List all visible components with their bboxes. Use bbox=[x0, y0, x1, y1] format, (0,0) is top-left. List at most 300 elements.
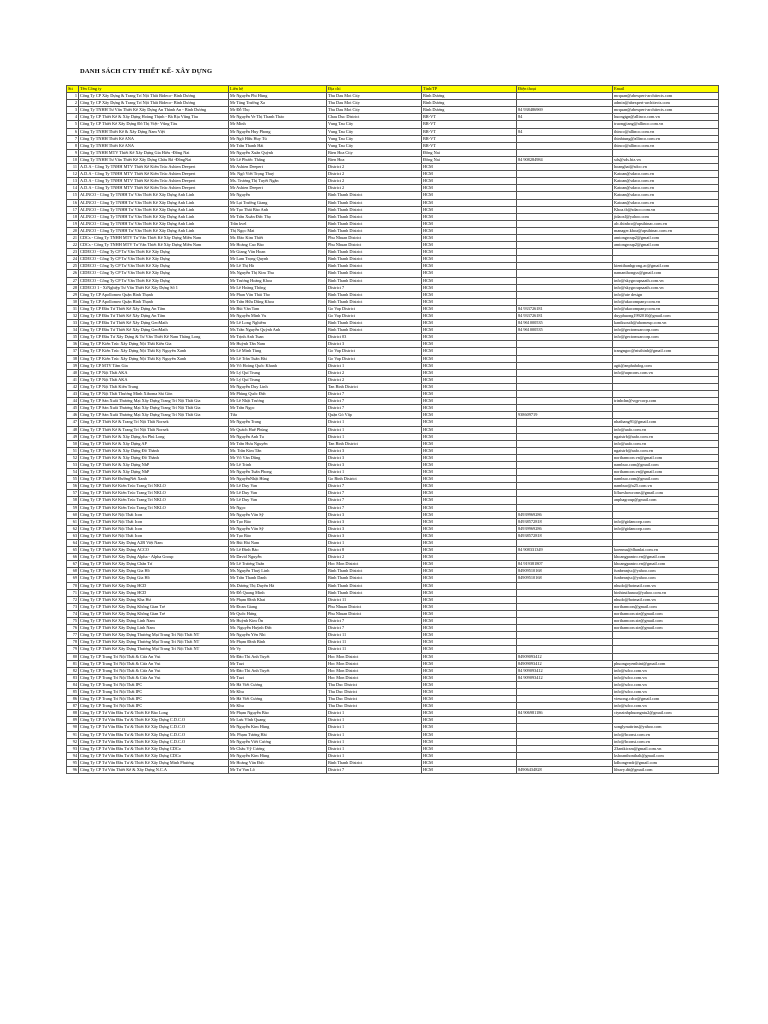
address-cell: District 2 bbox=[327, 178, 422, 185]
table-row bbox=[67, 660, 719, 667]
company-name-cell: Công Ty CP Thiết Kế & Xây Dựng Đô Thành bbox=[79, 454, 229, 461]
address-cell: Thu Duc District bbox=[327, 696, 422, 703]
stt-cell: 3 bbox=[67, 107, 79, 114]
province-cell: HCM bbox=[422, 653, 517, 660]
email-cell: kdhongvndr@gmail.com bbox=[613, 759, 719, 766]
province-cell: HCM bbox=[422, 618, 517, 625]
province-cell: HCM bbox=[422, 703, 517, 710]
address-cell: Binh Thanh District bbox=[327, 206, 422, 213]
table-row bbox=[67, 256, 719, 263]
phone-cell bbox=[517, 348, 613, 355]
phone-cell bbox=[517, 100, 613, 107]
address-cell: Vung Tau City bbox=[327, 128, 422, 135]
table-row bbox=[67, 270, 719, 277]
email-cell: info@sdco.com.vn bbox=[613, 674, 719, 681]
province-cell: HCM bbox=[422, 391, 517, 398]
province-cell: HCM bbox=[422, 234, 517, 241]
contact-cell: Mr Trần Ngọc bbox=[229, 405, 327, 412]
contact-cell: Mr Đoan Giang bbox=[229, 603, 327, 610]
province-cell: HCM bbox=[422, 582, 517, 589]
province-cell: HCM bbox=[422, 178, 517, 185]
contact-cell: Mr. Trần Kim Tân bbox=[229, 447, 327, 454]
stt-cell: 42 bbox=[67, 383, 79, 390]
company-name-cell: Công Ty CP Sản Xuất Thương Mại Xây Dựng Trang Trí Nội Thất Gia bbox=[79, 405, 229, 412]
address-cell: District 11 bbox=[327, 596, 422, 603]
contact-cell: Mr Phạm Nguyễn Bảo bbox=[229, 710, 327, 717]
phone-cell bbox=[517, 696, 613, 703]
company-name-cell: Công Ty CP Thiết Kế & Trang Trí Nội Thất Norsek bbox=[79, 426, 229, 433]
company-name-cell: CIDECO - Công Ty CP Tư Vấn Thiết Kế Xây Dựng bbox=[79, 263, 229, 270]
stt-cell: 82 bbox=[67, 667, 79, 674]
address-cell: Hoc Mon District bbox=[327, 667, 422, 674]
phone-cell bbox=[517, 618, 613, 625]
table-row bbox=[67, 596, 719, 603]
phone-cell bbox=[517, 291, 613, 298]
address-cell: Thu Dau Mot City bbox=[327, 107, 422, 114]
contact-cell: Mr Tuzi bbox=[229, 660, 327, 667]
contact-cell: Mr. Phạm Tương Hải bbox=[229, 731, 327, 738]
phone-cell bbox=[517, 490, 613, 497]
province-cell: HCM bbox=[422, 447, 517, 454]
company-name-cell: Công Ty CP Nội Thất AKA bbox=[79, 376, 229, 383]
phone-cell bbox=[517, 383, 613, 390]
email-cell bbox=[613, 376, 719, 383]
table-row bbox=[67, 667, 719, 674]
contact-cell: Mr Nguyễn Ve Thị Thanh Thảo bbox=[229, 114, 327, 121]
province-cell: HCM bbox=[422, 426, 517, 433]
stt-cell: 21 bbox=[67, 234, 79, 241]
phone-cell bbox=[517, 497, 613, 504]
stt-cell: 72 bbox=[67, 596, 79, 603]
phone-cell bbox=[517, 717, 613, 724]
address-cell: Binh Thanh District bbox=[327, 249, 422, 256]
contact-cell: Mr Phùng Quốc Đức bbox=[229, 391, 327, 398]
contact-cell: Mr Lê Thị Hà bbox=[229, 263, 327, 270]
contact-cell: Mr Nguyễn Yên Nhi bbox=[229, 632, 327, 639]
phone-cell bbox=[517, 447, 613, 454]
phone-cell bbox=[517, 355, 613, 362]
stt-cell: 35 bbox=[67, 334, 79, 341]
contact-cell: Mr Khu bbox=[229, 703, 327, 710]
table-row bbox=[67, 568, 719, 575]
province-cell: HCM bbox=[422, 405, 517, 412]
stt-cell: 94 bbox=[67, 752, 79, 759]
phone-cell: 84 909093412 bbox=[517, 667, 613, 674]
column-header: Tỉnh/TP bbox=[422, 86, 517, 93]
email-cell: info@hconst.com.vn bbox=[613, 738, 719, 745]
email-cell: info@hconst.com.vn bbox=[613, 731, 719, 738]
contact-cell: Ms. Trương Thị Tuyết Ngân bbox=[229, 178, 327, 185]
company-name-cell: A.D.A - Công Ty TNHH MTV Thiết Kế Kiến Trúc Ashien Deepert bbox=[79, 171, 229, 178]
address-cell: District 1 bbox=[327, 738, 422, 745]
phone-cell bbox=[517, 681, 613, 688]
province-cell: HCM bbox=[422, 490, 517, 497]
company-name-cell: ALINCO - Công Ty TNHH Tư Vấn Thiết Kế Xây Dựng Anh Linh bbox=[79, 199, 229, 206]
company-name-cell: Công Ty CP Thiết Kế Xây Dựng ACCO bbox=[79, 547, 229, 554]
company-name-cell: Công Ty CP Trang Trí Nội Thất & Cửa An Vui bbox=[79, 674, 229, 681]
table-row bbox=[67, 334, 719, 341]
email-cell: info@gectomsarcorp.com bbox=[613, 327, 719, 334]
email-cell: info@sdco.com.vn bbox=[613, 703, 719, 710]
stt-cell: 44 bbox=[67, 398, 79, 405]
company-name-cell: Công Ty CP Kiến Trúc Xây Dựng Nội Thất Kỳ Nguyên Xanh bbox=[79, 355, 229, 362]
email-cell: amtongroup2@gmail.com bbox=[613, 242, 719, 249]
company-table bbox=[66, 85, 719, 774]
address-cell: District 7 bbox=[327, 483, 422, 490]
address-cell: Vung Tau City bbox=[327, 142, 422, 149]
table-row bbox=[67, 121, 719, 128]
email-cell: vieuong.cdco@gmail.com bbox=[613, 696, 719, 703]
company-name-cell: Công Ty CP Thiết Kế Nội Thất Icon bbox=[79, 532, 229, 539]
province-cell: HCM bbox=[422, 646, 517, 653]
province-cell: HCM bbox=[422, 632, 517, 639]
table-row bbox=[67, 575, 719, 582]
table-row bbox=[67, 731, 719, 738]
company-name-cell: A.D.A - Công Ty TNHH MTV Thiết Kế Kiến Trúc Ashien Deepert bbox=[79, 178, 229, 185]
company-name-cell: CIDECO - Công Ty CP Tư Vấn Thiết Kế Xây Dựng bbox=[79, 270, 229, 277]
email-cell: ngaistrb@aafo.com.vn bbox=[613, 433, 719, 440]
contact-cell: Mr Nguyễn Viết Cương bbox=[229, 738, 327, 745]
email-cell: Katoan@sdaco.com.vn bbox=[613, 185, 719, 192]
company-name-cell: Công Ty CP Sản Xuất Thương Mại Xây Dựng Trang Trí Nội Thất Gia bbox=[79, 412, 229, 419]
province-cell: HCM bbox=[422, 568, 517, 575]
contact-cell: Mr Lưu Vĩnh Quang bbox=[229, 717, 327, 724]
contact-cell: Mr Tuzi bbox=[229, 674, 327, 681]
province-cell: HCM bbox=[422, 291, 517, 298]
address-cell: Tan Binh District bbox=[327, 440, 422, 447]
company-name-cell: Công Ty CP Thiết Kế Xây Dựng HCD bbox=[79, 582, 229, 589]
stt-cell: 9 bbox=[67, 149, 79, 156]
email-cell: info@skygroupsaath.com.vn bbox=[613, 277, 719, 284]
province-cell: HCM bbox=[422, 504, 517, 511]
company-name-cell: A.D.A - Công Ty TNHH MTV Thiết Kế Kiến Trúc Ashien Deepert bbox=[79, 164, 229, 171]
address-cell: District 7 bbox=[327, 625, 422, 632]
company-name-cell: Công Ty CP Apollomeo Quận Bình Thạnh bbox=[79, 291, 229, 298]
phone-cell bbox=[517, 426, 613, 433]
contact-cell: Mr Lê Duy Van bbox=[229, 497, 327, 504]
province-cell: BR-VT bbox=[422, 142, 517, 149]
table-row bbox=[67, 412, 719, 419]
province-cell: HCM bbox=[422, 540, 517, 547]
phone-cell bbox=[517, 632, 613, 639]
table-row bbox=[67, 135, 719, 142]
address-cell: Vung Tau City bbox=[327, 135, 422, 142]
company-name-cell: Công Ty CP Tư Vấn Đầu Tư & Thiết Kế Xây Dựng CDCo bbox=[79, 752, 229, 759]
province-cell: HCM bbox=[422, 433, 517, 440]
email-cell: lthuvy.dtt@gmail.com bbox=[613, 767, 719, 774]
table-row bbox=[67, 107, 719, 114]
company-name-cell: Công Ty CP Thiết Kế Xây Dựng Gia Hồ bbox=[79, 568, 229, 575]
address-cell: District 11 bbox=[327, 639, 422, 646]
contact-cell: Mr Bùi Hải Nam bbox=[229, 540, 327, 547]
contact-cell: Mr Minh bbox=[229, 121, 327, 128]
email-cell: northamcon.ste@gmail.com bbox=[613, 618, 719, 625]
address-cell: District 3 bbox=[327, 511, 422, 518]
company-name-cell: Công Ty TNHH Tư Vấn Thiết Kế Xây Dựng Châu Bá -ĐồngNai bbox=[79, 156, 229, 163]
email-cell: hoanghai@sdco.vn bbox=[613, 164, 719, 171]
address-cell: District 3 bbox=[327, 447, 422, 454]
address-cell: Hoc Mon District bbox=[327, 561, 422, 568]
contact-cell: Mr Huỳnh Kim Ôn bbox=[229, 618, 327, 625]
table-row bbox=[67, 192, 719, 199]
company-name-cell: ALINCO - Công Ty TNHH Tư Vấn Thiết Kế Xây Dựng Anh Linh bbox=[79, 192, 229, 199]
province-cell: HCM bbox=[422, 412, 517, 419]
email-cell bbox=[613, 391, 719, 398]
contact-cell: Mr Trần Xuân Đức Thọ bbox=[229, 213, 327, 220]
stt-cell: 34 bbox=[67, 327, 79, 334]
contact-cell: Mr Ngô Hữu Huy Tú bbox=[229, 135, 327, 142]
email-cell bbox=[613, 412, 719, 419]
contact-cell: Mr Trần Thanh Danh bbox=[229, 575, 327, 582]
address-cell: Binh Thanh District bbox=[327, 327, 422, 334]
province-cell: HCM bbox=[422, 625, 517, 632]
province-cell: BR-VT bbox=[422, 135, 517, 142]
phone-cell bbox=[517, 206, 613, 213]
phone-cell bbox=[517, 277, 613, 284]
stt-cell: 51 bbox=[67, 447, 79, 454]
company-name-cell: Công Ty CP Thiết Kế Nội Thất Icon bbox=[79, 511, 229, 518]
table-row bbox=[67, 461, 719, 468]
stt-cell: 70 bbox=[67, 582, 79, 589]
address-cell: District 3 bbox=[327, 525, 422, 532]
phone-cell: 84 909093412 bbox=[517, 674, 613, 681]
email-cell: info@gidancorp.com bbox=[613, 525, 719, 532]
address-cell: Quận Gò Vấp bbox=[327, 412, 422, 419]
province-cell: HCM bbox=[422, 369, 517, 376]
address-cell: Go Vap District bbox=[327, 355, 422, 362]
phone-cell: 84 919381807 bbox=[517, 561, 613, 568]
province-cell: HCM bbox=[422, 334, 517, 341]
company-name-cell: Công Ty CP Thiết Kế Xây Dựng Đô Thị Việt- Vũng Tàu bbox=[79, 121, 229, 128]
contact-cell: Mr Khu bbox=[229, 688, 327, 695]
email-cell: ngaistrb@aafo.com.vn bbox=[613, 447, 719, 454]
phone-cell bbox=[517, 610, 613, 617]
province-cell: HCM bbox=[422, 320, 517, 327]
address-cell: District 7 bbox=[327, 504, 422, 511]
phone-cell: 84 938486969 bbox=[517, 107, 613, 114]
province-cell: HCM bbox=[422, 313, 517, 320]
email-cell: thinco@allinco.com.vn bbox=[613, 128, 719, 135]
province-cell: HCM bbox=[422, 561, 517, 568]
contact-cell: Mr. Đào Kim Thiết bbox=[229, 234, 327, 241]
contact-cell: Mr Giang Văn Hoan bbox=[229, 249, 327, 256]
table-row bbox=[67, 681, 719, 688]
company-name-cell: Công Ty CP Xây Dựng & Trang Trí Nội Thất Bideco- Bình Dương bbox=[79, 100, 229, 107]
table-row bbox=[67, 298, 719, 305]
contact-cell: Mr Tư Van Lô bbox=[229, 767, 327, 774]
company-name-cell: Công Ty CP Trang Trí Nội Thất & Cửa An Vui bbox=[79, 667, 229, 674]
province-cell: HCM bbox=[422, 213, 517, 220]
phone-cell bbox=[517, 461, 613, 468]
address-cell: Binh Thanh District bbox=[327, 227, 422, 234]
address-cell: Binh Thanh District bbox=[327, 589, 422, 596]
contact-cell: Mr Nguyễn Minh Vu bbox=[229, 313, 327, 320]
phone-cell bbox=[517, 234, 613, 241]
company-name-cell: Công Ty CP Trang Trí Nội Thất IPC bbox=[79, 688, 229, 695]
stt-cell: 33 bbox=[67, 320, 79, 327]
email-cell: kientthanhgrong.ac@gmail.com bbox=[613, 263, 719, 270]
province-cell: Đồng Nai bbox=[422, 156, 517, 163]
phone-cell bbox=[517, 405, 613, 412]
province-cell: BR-VT bbox=[422, 121, 517, 128]
contact-cell: Mr Lê Nhật Trương bbox=[229, 398, 327, 405]
phone-cell bbox=[517, 249, 613, 256]
stt-cell: 89 bbox=[67, 717, 79, 724]
table-row bbox=[67, 603, 719, 610]
address-cell: District 1 bbox=[327, 724, 422, 731]
phone-cell bbox=[517, 298, 613, 305]
table-row bbox=[67, 100, 719, 107]
stt-cell: 47 bbox=[67, 419, 79, 426]
address-cell: District 2 bbox=[327, 171, 422, 178]
contact-cell: Mr Đỗ Quang Minh bbox=[229, 589, 327, 596]
contact-cell: Mr Tạo Bảo bbox=[229, 518, 327, 525]
column-header: Địa chỉ bbox=[327, 86, 422, 93]
phone-cell bbox=[517, 731, 613, 738]
table-row bbox=[67, 341, 719, 348]
company-name-cell: Công Ty CP Thiết Kế Xây Dựng HCD bbox=[79, 589, 229, 596]
contact-cell: Mr Nguyễn Huy Phong bbox=[229, 128, 327, 135]
company-name-cell: Công Ty CP Thiết Kế Xây Dựng Thương Mại Trang Trí Nội Thất NT bbox=[79, 639, 229, 646]
phone-cell bbox=[517, 398, 613, 405]
phone-cell bbox=[517, 440, 613, 447]
table-row bbox=[67, 376, 719, 383]
phone-cell bbox=[517, 603, 613, 610]
address-cell: District 7 bbox=[327, 618, 422, 625]
company-name-cell: Công Ty CP Thiết Kế Xây Dựng Không Gian Trẻ bbox=[79, 610, 229, 617]
province-cell: HCM bbox=[422, 383, 517, 390]
stt-cell: 36 bbox=[67, 341, 79, 348]
phone-cell: 84909093412 bbox=[517, 660, 613, 667]
email-cell: northamcon.ste@gmail.com bbox=[613, 610, 719, 617]
stt-cell: 38 bbox=[67, 355, 79, 362]
province-cell: HCM bbox=[422, 674, 517, 681]
stt-cell: 56 bbox=[67, 483, 79, 490]
company-name-cell: ALINCO - Công Ty TNHH Tư Vấn Thiết Kế Xây Dựng Anh Linh bbox=[79, 213, 229, 220]
email-cell: binhtruthanoa@yahoo.com.vn bbox=[613, 589, 719, 596]
stt-cell: 75 bbox=[67, 618, 79, 625]
email-cell: northamcon.vn@gmail.com bbox=[613, 454, 719, 461]
contact-cell: Mr Quách Huế Phùng bbox=[229, 426, 327, 433]
address-cell: District 3 bbox=[327, 461, 422, 468]
email-cell bbox=[613, 632, 719, 639]
province-cell: HCM bbox=[422, 419, 517, 426]
stt-cell: 52 bbox=[67, 454, 79, 461]
stt-cell: 15 bbox=[67, 192, 79, 199]
email-cell: nambuo.com@gmail.com bbox=[613, 476, 719, 483]
phone-cell bbox=[517, 376, 613, 383]
address-cell: Go Binh District bbox=[327, 476, 422, 483]
table-row bbox=[67, 398, 719, 405]
address-cell: Hoc Mon District bbox=[327, 674, 422, 681]
company-name-cell: Công Ty CP Kiến Trúc Xây Dựng Nội Thất Kỳ Nguyên Xanh bbox=[79, 348, 229, 355]
table-row bbox=[67, 490, 719, 497]
company-name-cell: Công Ty TNHH Thiết Kế ANA bbox=[79, 142, 229, 149]
column-header: Email bbox=[613, 86, 719, 93]
province-cell: HCM bbox=[422, 696, 517, 703]
email-cell: info@akacompany.com.vn bbox=[613, 298, 719, 305]
table-row bbox=[67, 582, 719, 589]
email-cell: anphagroup@gmail.com bbox=[613, 497, 719, 504]
stt-cell: 80 bbox=[67, 653, 79, 660]
table-row bbox=[67, 738, 719, 745]
address-cell: Chau Duc District bbox=[327, 114, 422, 121]
company-name-cell: Công Ty CP Thiết Kế Xây Dựng Thương Mại Trang Trí Nội Thất NT bbox=[79, 646, 229, 653]
phone-cell bbox=[517, 540, 613, 547]
email-cell bbox=[613, 341, 719, 348]
column-header: Stt bbox=[67, 86, 79, 93]
stt-cell: 41 bbox=[67, 376, 79, 383]
table-row bbox=[67, 220, 719, 227]
province-cell: HCM bbox=[422, 171, 517, 178]
table-row bbox=[67, 277, 719, 284]
stt-cell: 63 bbox=[67, 532, 79, 539]
address-cell: District 7 bbox=[327, 391, 422, 398]
company-name-cell: Công Ty CP Nội Thất AKA bbox=[79, 369, 229, 376]
stt-cell: 7 bbox=[67, 135, 79, 142]
address-cell: Binh Thanh District bbox=[327, 582, 422, 589]
address-cell: District 2 bbox=[327, 164, 422, 171]
contact-cell: Mr Võ Hoàng Quốc Khanh bbox=[229, 362, 327, 369]
email-cell: Khoa.tb@sdaco.com.vn bbox=[613, 206, 719, 213]
phone-cell bbox=[517, 582, 613, 589]
email-cell: info@sdco.com.vn bbox=[613, 688, 719, 695]
phone-cell: 84 908284984 bbox=[517, 156, 613, 163]
contact-cell: Mr Nguyễn Duy Linh bbox=[229, 383, 327, 390]
stt-cell: 84 bbox=[67, 681, 79, 688]
province-cell: Đồng Nai bbox=[422, 149, 517, 156]
address-cell: Bien Hoa City bbox=[327, 149, 422, 156]
email-cell: info@ate design bbox=[613, 291, 719, 298]
company-name-cell: Công Ty CP Tư Vấn Đầu Tư & Thiết Kế Bảo Long bbox=[79, 710, 229, 717]
address-cell: Binh Thanh District bbox=[327, 213, 422, 220]
table-row bbox=[67, 703, 719, 710]
province-cell: BR-VT bbox=[422, 128, 517, 135]
address-cell: District 2 bbox=[327, 185, 422, 192]
email-cell: jtdaoxl@yahoo.com bbox=[613, 213, 719, 220]
stt-cell: 1 bbox=[67, 93, 79, 100]
phone-cell bbox=[517, 589, 613, 596]
email-cell bbox=[613, 511, 719, 518]
address-cell: District 2 bbox=[327, 554, 422, 561]
email-cell: mrquan@abexpert-architects.com bbox=[613, 107, 719, 114]
contact-cell: Mr Phạm Đình Khai bbox=[229, 596, 327, 603]
stt-cell: 92 bbox=[67, 738, 79, 745]
province-cell: HCM bbox=[422, 348, 517, 355]
stt-cell: 49 bbox=[67, 433, 79, 440]
province-cell: HCM bbox=[422, 738, 517, 745]
stt-cell: 53 bbox=[67, 461, 79, 468]
email-cell: northamcon@gmail.com bbox=[613, 603, 719, 610]
email-cell: agtt@anphahdog.com bbox=[613, 362, 719, 369]
address-cell: District 7 bbox=[327, 284, 422, 291]
company-name-cell: ALINCO - Công Ty TNHH Tư Vấn Thiết Kế Xây Dựng Anh Linh bbox=[79, 220, 229, 227]
email-cell: koenma@dhanlai.com.vn bbox=[613, 547, 719, 554]
province-cell: HCM bbox=[422, 199, 517, 206]
contact-cell: Mr Trần Hưu Nguyên bbox=[229, 440, 327, 447]
email-cell: info@aafo.com.vn bbox=[613, 440, 719, 447]
company-name-cell: Công Ty CP MTV Tâm Gia bbox=[79, 362, 229, 369]
company-name-cell: Công Ty CP Tư Vấn Đầu Tư & Thiết Kế Xây Dựng C.D.C.O bbox=[79, 717, 229, 724]
column-header: Liên hệ bbox=[229, 86, 327, 93]
table-row bbox=[67, 561, 719, 568]
company-name-cell: Công Ty CP Kiến Trúc Xây Dựng Nội Thất Kiên Gia bbox=[79, 341, 229, 348]
address-cell: Phu Nhuan District bbox=[327, 242, 422, 249]
company-name-cell: Công Ty CP Thiết Kế Xây Dựng Gia Hồ bbox=[79, 575, 229, 582]
contact-cell: Ms Nguyễn Thuỳ Linh bbox=[229, 568, 327, 575]
stt-cell: 79 bbox=[67, 646, 79, 653]
company-name-cell: Công Ty CP Thiết Kế & Xây Dựng NhP bbox=[79, 461, 229, 468]
